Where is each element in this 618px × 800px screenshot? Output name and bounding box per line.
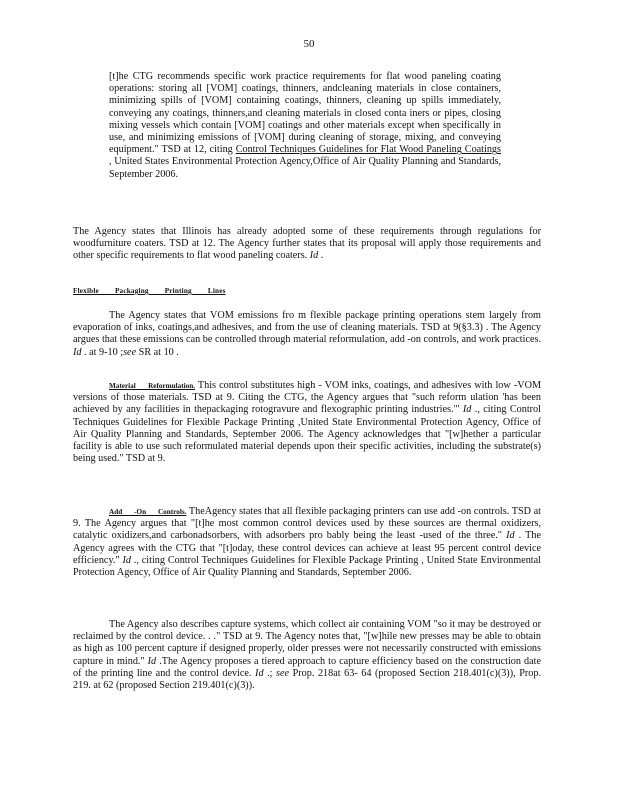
see-signal: see — [123, 346, 137, 358]
runin-heading-material-reformulation: Material Reformulation. — [109, 382, 195, 390]
section-heading-flexible-packaging: Flexible Packaging Printing Lines — [73, 287, 226, 295]
quote-text: [t]he CTG recommends specific work practice requirements for flat wood paneling coating operations: storing all [VOM] coatings, thinners, andcleaning materials in close containers, minimizing spills of [VOM] containing coatings, thinners, cleaning up spills immediately, conveying any coatings, thinners,and cleaning materials in closed conta iners or pipes, closing mixing vessels which contain [VOM] coatings and other materials except when specifically in use, and minimizing emissions of [VOM] during cleaning of storage, mixing, and conveying equipment." TSD at 12, citing — [109, 71, 501, 156]
paragraph-text-continued: ., citing Control Techniques Guidelines for Flexible Package Printing ,United State Environmental Protection Agency, Office of Air Quality Planning and Standards, September 2006. The Agency acknowledges that "[w]hether a particular facility is able to use such reformulated material depends upon their specific activities, including the substrate(s) being used." TSD at 9. — [73, 404, 541, 465]
paragraph-agency-states — [73, 226, 541, 263]
runin-heading-add-on-controls: Add -On Controls. — [109, 508, 187, 516]
quote-citation-title: Control Techniques Guidelines for Flat Wood Paneling Coatings — [235, 144, 501, 156]
paragraph-capture-systems — [73, 619, 541, 692]
paragraph-text-continued: .The Agency proposes a tiered approach to capture efficiency based on the construction date of the printing line and the control device. — [73, 655, 541, 679]
paragraph-material-reformulation — [73, 380, 541, 465]
paragraph-add-on-controls — [73, 506, 541, 579]
paragraph-mid: . at 9-10 ; — [81, 346, 124, 358]
paragraph-text-mid: .; — [263, 667, 277, 679]
quote-citation-rest: , United States Environmental Protection Agency,Office of Air Quality Planning and Standards, September 2006. — [109, 156, 501, 180]
page-number: 50 — [303, 38, 315, 50]
id-citation: Id — [506, 530, 515, 542]
block-quote — [109, 71, 501, 181]
id-citation: Id — [255, 667, 264, 679]
paragraph-flexible-packaging — [73, 310, 541, 359]
paragraph-text: This control substitutes high - VOM inks, coatings, and adhesives with low -VOM versions of those materials. TSD at 9. Citing the CTG, the Agency argues that "such reform ulation 'has been achieved by any facilities in thepackaging rotogravure and flexographic printing industries.'" — [73, 380, 541, 416]
id-citation: Id — [122, 554, 131, 566]
paragraph-text-end: Prop. 218at 63- 64 (proposed Section 218.401(c)(3)), Prop. 219. at 62 (proposed Section 219.401(c)(3)). — [73, 667, 541, 692]
paragraph-text: The Agency states that Illinois has already adopted some of these requirements through regulations for woodfurniture coaters. TSD at 12. The Agency further states that its proposal will apply those requirements and other specific requirements to flat wood paneling coaters. — [73, 226, 541, 262]
see-signal: see — [276, 667, 290, 679]
paragraph-text: The Agency states that VOM emissions fro m flexible package printing operations stem largely from evaporation of inks, coatings,and adhesives, and from the use of cleaning materials. TSD at 9(§3.3) . The Agency argues that these emissions can be controlled through material reformulation, add -on controls, and work practices. — [73, 310, 541, 346]
paragraph-text-end: ., citing Control Techniques Guidelines for Flexible Package Printing , United State Environmental Protection Agency, Office of Air Quality Planning and Standards, September 2006. — [73, 554, 541, 579]
paragraph-text-continued: . The Agency agrees with the CTG that "[t]oday, these control devices can achieve at least 95 percent control device efficiency." — [73, 530, 541, 566]
paragraph-text: TheAgency states that all flexible packaging printers can use add -on controls. TSD at 9. The Agency argues that "[t]he most common control devices used by these sources are thermal oxidizers, catalytic oxidizers,and carbonadsorbers, with adsorbers pro bably being the least -used of the three." — [73, 506, 541, 542]
paragraph-end: . — [318, 250, 324, 262]
id-citation: Id — [73, 346, 82, 358]
paragraph-text: The Agency also describes capture systems, which collect air containing VOM "so it may be destroyed or reclaimed by the control device. . ." TSD at 9. The Agency notes that, "[w]hile new presses may be able to obtain as high as 100 percent capture if designed properly, older presses were not necessarily constructed with emissions capture in mind." — [73, 619, 541, 667]
id-citation: Id — [147, 655, 157, 667]
id-citation: Id — [462, 404, 472, 416]
paragraph-end: SR at 10 . — [136, 346, 179, 358]
id-citation: Id — [309, 250, 319, 262]
